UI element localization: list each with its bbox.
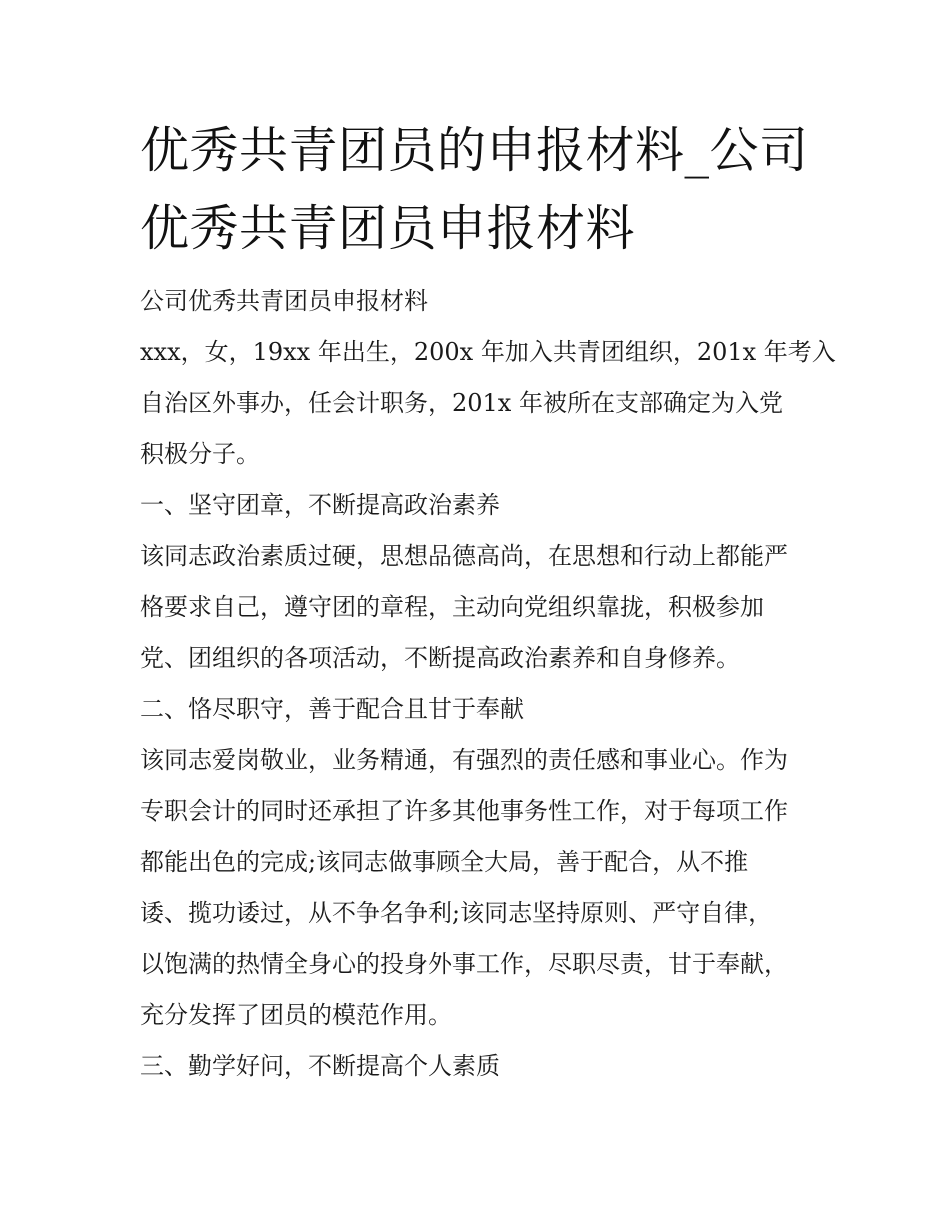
section-heading-3: 三、勤学好问，不断提高个人素质 (140, 1052, 500, 1080)
section-2-line-1: 该同志爱岗敬业，业务精通，有强烈的责任感和事业心。作为 (140, 746, 788, 774)
title-line-2: 优秀共青团员申报材料 (140, 200, 636, 257)
section-2-line-5: 以饱满的热情全身心的投身外事工作，尽职尽责，甘于奉献， (140, 950, 788, 978)
document-body (140, 276, 836, 1092)
document-title (140, 112, 820, 268)
section-2-line-2: 专职会计的同时还承担了许多其他事务性工作，对于每项工作 (140, 797, 788, 825)
section-heading-1: 一、坚守团章，不断提高政治素养 (140, 491, 500, 519)
intro-line-1: xxx，女，19xx 年出生，200x 年加入共青团组织，201x 年考入 (140, 338, 836, 366)
section-1-line-3: 党、团组织的各项活动，不断提高政治素养和自身修养。 (140, 644, 740, 672)
section-2-line-3: 都能出色的完成;该同志做事顾全大局，善于配合，从不推 (140, 848, 749, 876)
section-heading-2: 二、恪尽职守，善于配合且甘于奉献 (140, 695, 524, 723)
section-2-line-4: 诿、揽功诿过，从不争名争利;该同志坚持原则、严守自律， (140, 899, 773, 927)
section-2-line-6: 充分发挥了团员的模范作用。 (140, 1001, 452, 1029)
subtitle-line: 公司优秀共青团员申报材料 (140, 287, 428, 315)
section-1-line-1: 该同志政治素质过硬，思想品德高尚，在思想和行动上都能严 (140, 542, 788, 570)
intro-line-3: 积极分子。 (140, 440, 260, 468)
title-line-1: 优秀共青团员的申报材料_公司 (140, 122, 809, 179)
intro-line-2: 自治区外事办，任会计职务，201x 年被所在支部确定为入党 (140, 389, 783, 417)
section-1-line-2: 格要求自己，遵守团的章程，主动向党组织靠拢，积极参加 (140, 593, 764, 621)
